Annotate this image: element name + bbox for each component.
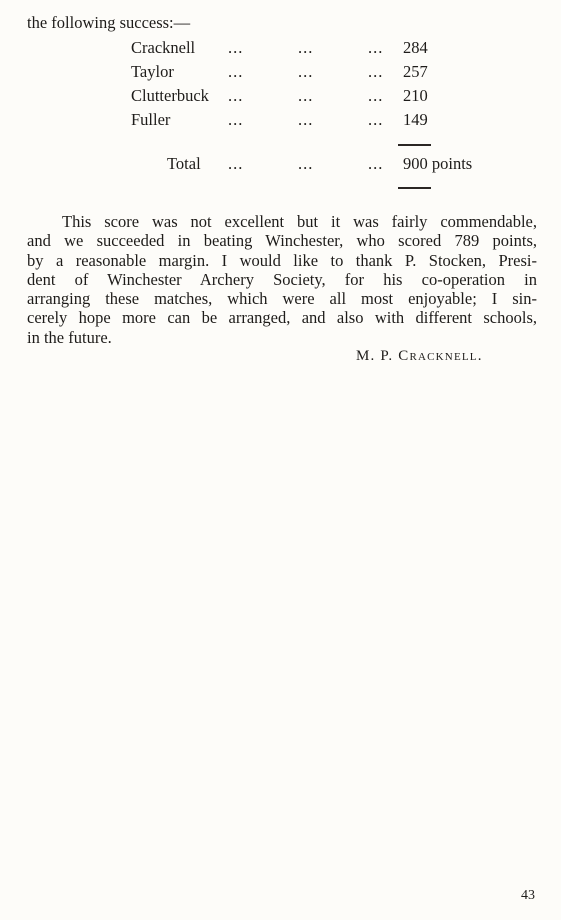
page-number: 43 — [521, 888, 535, 903]
signature-surname: Cracknell. — [398, 348, 483, 364]
leader-dots: ... — [298, 62, 314, 81]
leader-dots: ... — [228, 38, 244, 57]
paragraph-line: by a reasonable margin. I would like to thank P. Stocken, Presi- — [27, 250, 537, 270]
intro-text: the following success:— — [27, 13, 191, 32]
paragraph-line: dent of Winchester Archery Society, for his co-operation in — [27, 269, 537, 289]
sum-rule-top — [398, 144, 431, 146]
score-name: Fuller — [131, 110, 171, 129]
leader-dots: ... — [298, 110, 314, 129]
score-value: 210 — [403, 86, 428, 105]
paragraph-line: and we succeeded in beating Winchester, who scored 789 points, — [27, 231, 537, 251]
leader-dots: ... — [228, 110, 244, 129]
score-row-clutterbuck — [0, 86, 561, 110]
leader-dots: ... — [368, 86, 384, 105]
score-row-taylor — [0, 62, 561, 86]
leader-dots: ... — [298, 86, 314, 105]
leader-dots: ... — [298, 154, 314, 173]
paragraph-line: This score was not excellent but it was fairly commendable, — [62, 212, 537, 231]
score-value: 257 — [403, 62, 428, 81]
score-row-cracknell — [0, 38, 561, 62]
sum-rule-bottom — [398, 187, 431, 189]
paragraph-line: in the future. — [27, 327, 112, 347]
paragraph-line: arranging these matches, which were all most enjoyable; I sin- — [27, 289, 537, 309]
score-name: Clutterbuck — [131, 86, 209, 105]
score-list — [0, 38, 561, 134]
body-paragraph — [27, 212, 537, 347]
leader-dots: ... — [228, 62, 244, 81]
paragraph-line: cerely hope more can be arranged, and also with different schools, — [27, 308, 537, 328]
leader-dots: ... — [228, 154, 244, 173]
leader-dots: ... — [368, 110, 384, 129]
score-row-fuller — [0, 110, 561, 134]
signature-initials: M. P. — [356, 348, 394, 364]
leader-dots: ... — [228, 86, 244, 105]
score-value: 284 — [403, 38, 428, 57]
leader-dots: ... — [298, 38, 314, 57]
leader-dots: ... — [368, 38, 384, 57]
leader-dots: ... — [368, 154, 384, 173]
leader-dots: ... — [368, 62, 384, 81]
total-row — [0, 154, 561, 178]
score-name: Taylor — [131, 62, 174, 81]
total-label: Total — [167, 154, 201, 173]
author-signature — [356, 346, 483, 366]
total-value: 900 points — [403, 154, 473, 173]
score-value: 149 — [403, 110, 428, 129]
score-name: Cracknell — [131, 38, 196, 57]
